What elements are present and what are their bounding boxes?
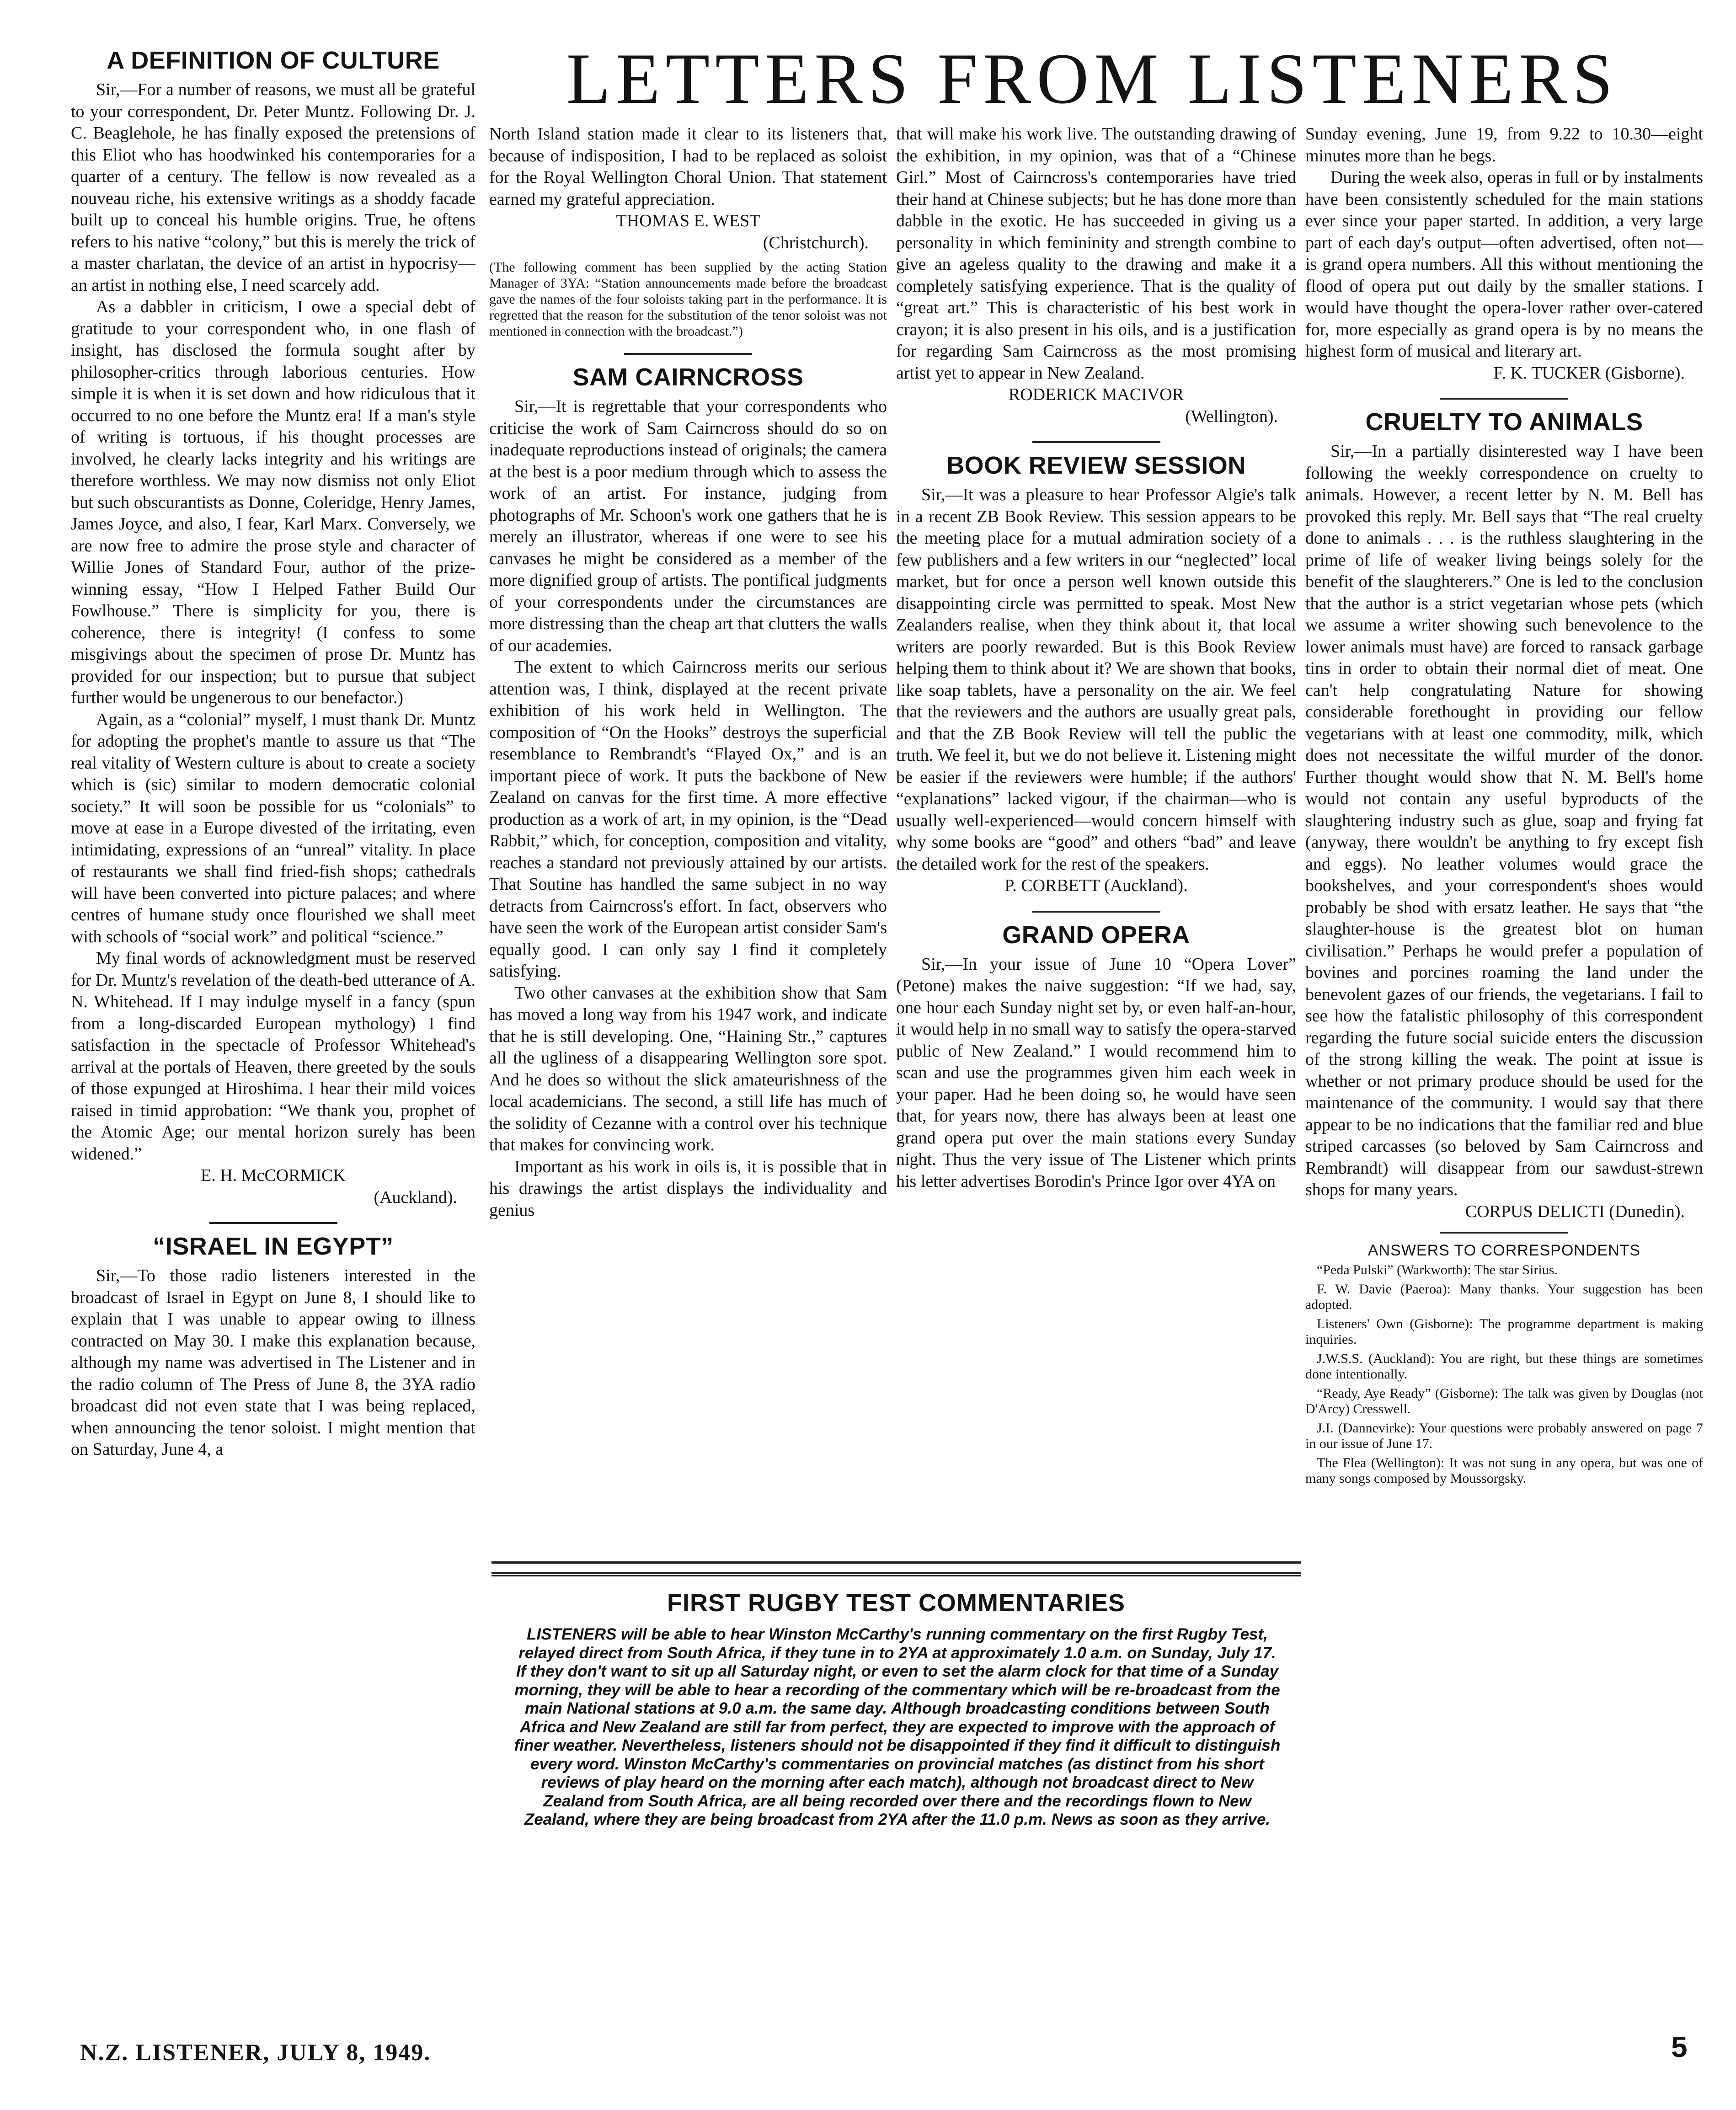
paragraph: Sir,—To those radio listeners interested in the broadcast of Israel in Egypt on June 8, I should like to explain that I was unable to appear owing to illness contracted on May 30. I make this explanation because, although my name was advertised in The Listener and in the radio column of The Press of June 8, the 3YA radio broadcast did not even state that I was being replaced, when announcing the tenor soloist. I might mention that on Saturday, June 4, a — [71, 1266, 475, 1459]
paragraph: Sir,—For a number of reasons, we must all be grateful to your correspondent, Dr. Peter Muntz. Following Dr. J. C. Beaglehole, he has finally exposed the pretensions of this Eliot who has hoodwinked his contemporaries for a quarter of a century. The fellow is now revealed as a nouveau riche, his extensive writings as a shoddy facade built up to conceal his humble origins. True, he oftens refers to his native “colony,” but this is merely the trick of a master charlatan, the device of an artist in hypocrisy—an artist in nothing else, I need scarcely add. — [71, 80, 475, 295]
paragraph: The extent to which Cairncross merits our serious attention was, I think, displayed at the recent private exhibition of his work held in Wellington. The composition of “On the Hooks” destroys the superficial resemblance to Rembrandt's “Flayed Ox,” and is an important piece of work. It puts the backbone of New Zealand on canvas for the first time. A more effective production as a work of art, in my opinion, is the “Dead Rabbit,” which, for conception, composition and vitality, reaches a standard not previously attained by our artists. That Soutine has handled the same subject in no way detracts from Cairncross's effort. In fact, observers who have seen the work of the European artist consider Sam's equally good. I can only say I find it completely satisfying. — [489, 657, 887, 981]
column-4 — [1305, 123, 1703, 2025]
paragraph: that will make his work live. The outstanding drawing of the exhibition, in my opinion, was that of a “Chinese Girl.” Most of Cairncross's contemporaries have tried their hand at Chinese subjects; but he has done more than dabble in the exotic. He has succeeded in giving us a personality in which femininity and strength combine to give an ageless quality to the drawing and make it a completely satisfying experience. That is the quality of “great art.” This is characteristic of his best work in crayon; it is also present in his oils, and is a justification for regarding Sam Cairncross as the most promising artist yet to appear in New Zealand. — [896, 124, 1296, 383]
paragraph: Sir,—In your issue of June 10 “Opera Lover” (Petone) makes the naive suggestion: “If we had, say, one hour each Sunday night set by, or even half-an-hour, it would help in no small way to satisfy the opera-starved public of New Zealand.” I would recommend him to scan and use the programmes given him each week in your paper. Had he been doing so, he would have seen that, for years now, there has always been at least one grand opera put over the main stations every Sunday night. Thus the very issue of The Listener which prints his letter advertises Borodin's Prince Igor over 4YA on — [896, 954, 1296, 1191]
signature: RODERICK MACIVOR — [1008, 385, 1184, 404]
answer-item: F. W. Davie (Paeroa): Many thanks. Your suggestion has been adopted. — [1305, 1282, 1703, 1312]
heading-book-review-session: BOOK REVIEW SESSION — [946, 452, 1246, 479]
column-3 — [896, 123, 1296, 1554]
heading-israel-in-egypt: “ISRAEL IN EGYPT” — [153, 1233, 394, 1260]
column-1 — [71, 43, 475, 2023]
signature: CORPUS DELICTI (Dunedin). — [1465, 1202, 1685, 1221]
paragraph: During the week also, operas in full or by instalments have been consistently scheduled for the main stations ever since your paper started. In addition, a very large part of each day's output—often advertised, often not—is grand opera numbers. All this without mentioning the flood of opera put out daily by the smaller stations. I would have thought the opera-lover rather over-catered for, more especially as grand opera is by no means the highest form of musical and literary art. — [1305, 168, 1703, 361]
signature: F. K. TUCKER (Gisborne). — [1493, 363, 1685, 383]
divider — [1032, 911, 1160, 913]
heading-cruelty-to-animals: CRUELTY TO ANIMALS — [1365, 408, 1643, 436]
answer-item: J.W.S.S. (Auckland): You are right, but these things are sometimes done intentionally. — [1305, 1351, 1703, 1382]
paragraph: My final words of acknowledgment must be reserved for Dr. Muntz's revelation of the death-bed utterance of A. N. Whitehead. If I may indulge myself in a fancy (spun from a long-discarded European mythology) I find satisfaction in the spectacle of Professor Whitehead's arrival at the portals of Heaven, there greeted by the souls of those expunged at Hiroshima. I hear their mild voices raised in timid approbation: “We thank you, prophet of the Atomic Age; our mental horizon surely has been widened.” — [71, 949, 475, 1164]
signature: E. H. McCORMICK — [201, 1166, 346, 1185]
paragraph: Sir,—It was a pleasure to hear Professor Algie's talk in a recent ZB Book Review. This session appears to be the meeting place for a mutual admiration society of a few publishers and a few writers in our “neglected” local market, but for once a person well known outside this disappointing circle was permitted to speak. Most New Zealanders realise, when they think about it, that local writers are poorly rewarded. But is this Book Review helping them to think about it? We are shown that books, like soap tablets, have a personality on the air. We feel that the reviewers and the authors are usually great pals, and that the ZB Book Review will tell the public the truth. We feel it, but we do not believe it. Listening might be easier if the reviewers were humble; if the authors' “explanations” lacked vigour, if the chairman—who is usually well-experienced—would concern himself with why some books are “good” and others “bad” and leave the detailed work for the rest of the speakers. — [896, 485, 1296, 874]
paragraph: Sir,—In a partially disinterested way I have been following the weekly correspondence on cruelty to animals. However, a recent letter by N. M. Bell has provoked this reply. Mr. Bell says that “The real cruelty done to animals . . . is the ruthless slaughtering in the prime of life of weaker living beings solely for the benefit of the slaughterers.” One is led to the conclusion that the author is a strict vegetarian whose pets (which we assume a writer showing such benevolence to the lower animals must have) are forced to ransack garbage tins in order to obtain their normal diet of meat. One can't help congratulating Nature for showing considerable forethought in providing our fellow vegetarians with at least one commodity, milk, which does not necessitate the wilful murder of the donor. Further thought would show that N. M. Bell's home would not contain any useful byproducts of the slaughtering industry such as glue, soap and frying fat (anyway, there wouldn't be anything to fry except fish and eggs). No leather volumes would grace the bookshelves, and your correspondent's shoes would probably be shod with ersatz leather. He says that “the slaughter-house is the greatest blot on human civilisation.” Perhaps he would prefer a population of bovines and porcines roaming the land under the benevolent gazes of our friends, the vegetarians. I fail to see how the fatalistic philosophy of this correspondent regarding the future social suicide enters the discussion of the strong killing the weak. The point at issue is whether or not primary produce should be used for the maintenance of the community. I would say that there appear to be no indications that the familiar red and blue striped carcasses (so beloved by Sam Cairncross and Rembrandt) will disappear from our sawdust-strewn shops for many years. — [1305, 442, 1703, 1199]
rugby-announcement-body: LISTENERS will be able to hear Winston McCarthy's running commentary on the first Rugby Test, relayed direct from South Africa, if they tune in to 2YA at approximately 1.0 a.m. on Sunday, July 17. If they don't want to sit up all Saturday night, or even to set the alarm clock for that time of a Sunday morning, they will be able to hear a recording of the commentary which will be re-broadcast from the main National stations at 9.0 a.m. the same day. Although broadcasting conditions between South Africa and New Zealand are still far from perfect, they are expected to improve with the approach of finer weather. Nevertheless, listeners should not be disappointed if they find it difficult to distinguish every word. Winston McCarthy's commentaries on provincial matches (as distinct from his short reviews of play heard on the morning after each match), although not broadcast direct to New Zealand from South Africa, are all being recorded over there and the recordings flown to New Zealand, where they are being broadcast from 2YA after the 11.0 p.m. News as soon as they arrive. — [514, 1625, 1281, 1828]
paragraph: As a dabbler in criticism, I owe a special debt of gratitude to your correspondent who, in one flash of insight, has disclosed the formula sought after by philosopher-critics through laborious centuries. How simple it is when it is set down and how ridiculous that it occurred to no one before the Muntz era! If a man's style of writing is tortuous, if his thought processes are involved, he clearly lacks integrity and his writings are therefore worthless. We may now dismiss not only Eliot but such obscurantists as Donne, Coleridge, Henry James, James Joyce, and also, I fear, Karl Marx. Conversely, we are now free to admire the prose style and character of Willie Jones of Standard Four, author of the prize-winning essay, “How I Helped Father Build Our Fowlhouse.” There is simplicity for you, there is coherence, there is integrity! (I confess to some misgivings about the specimen of prose Dr. Muntz has provided for our inspection; but to pursue that subject further would be ungenerous to our benefactor.) — [71, 297, 475, 707]
signature-place: (Auckland). — [374, 1187, 457, 1207]
answer-item: “Peda Pulski” (Warkworth): The star Sirius. — [1317, 1262, 1558, 1277]
divider — [1032, 441, 1160, 443]
paragraph: Two other canvases at the exhibition show that Sam has moved a long way from his 1947 work, and indicate that he is still developing. One, “Haining Str.,” captures all the ugliness of a disappearing Wellington sore spot. And he does so without the slick amateurishness of the local academicians. The second, a still life has much of the solidity of Cezanne with a control over his technique that makes for convincing work. — [489, 983, 887, 1154]
paragraph: Important as his work in oils is, it is possible that in his drawings the artist displays the individuality and genius — [489, 1157, 887, 1220]
signature-place: (Christchurch). — [763, 233, 869, 252]
divider — [624, 353, 752, 355]
answer-item: Listeners' Own (Gisborne): The programme department is making inquiries. — [1305, 1316, 1703, 1347]
box-top-rule — [491, 1561, 1301, 1574]
signature-place: (Wellington). — [1185, 406, 1278, 426]
signature: P. CORBETT (Auckland). — [1004, 876, 1188, 895]
signature: THOMAS E. WEST — [616, 211, 760, 230]
paragraph: North Island station made it clear to its listeners that, because of indisposition, I had to be replaced as soloist for the Royal Wellington Choral Union. That statement earned my grateful appreciation. — [489, 124, 887, 209]
paragraph: Sunday evening, June 19, from 9.22 to 10.30—eight minutes more than he begs. — [1305, 124, 1703, 166]
issue-date: N.Z. LISTENER, JULY 8, 1949. — [80, 2040, 431, 2066]
page-number: 5 — [1671, 2030, 1688, 2063]
rugby-announcement-title: FIRST RUGBY TEST COMMENTARIES — [667, 1589, 1126, 1617]
answers-heading: ANSWERS TO CORRESPONDENTS — [1367, 1242, 1641, 1259]
answer-item: The Flea (Wellington): It was not sung in any opera, but was one of many songs composed by Moussorgsky. — [1305, 1455, 1703, 1486]
box-top-rule-thin — [491, 1575, 1301, 1576]
heading-definition-of-culture: A DEFINITION OF CULTURE — [107, 47, 440, 74]
heading-sam-cairncross: SAM CAIRNCROSS — [572, 363, 804, 391]
paragraph: Sir,—It is regrettable that your correspondents who criticise the work of Sam Cairncross should do so on inadequate reproductions instead of originals; the camera at the best is a poor medium through which to assess the work of an artist. For instance, judging from photographs of Mr. Schoon's work one gathers that he is merely an illustrator, whereas if one were to see his canvases he might be considered as a member of the more dignified group of artists. The pontifical judgments of your correspondents under the circumstances are more distressing than the cheap art that clutters the walls of our academies. — [489, 397, 887, 655]
masthead-title: LETTERS FROM LISTENERS — [566, 39, 1618, 119]
heading-grand-opera: GRAND OPERA — [1002, 921, 1190, 949]
answer-item: J.I. (Dannevirke): Your questions were probably answered on page 7 in our issue of June 17. — [1305, 1421, 1703, 1451]
divider — [209, 1222, 337, 1224]
editor-note: (The following comment has been supplied by the acting Station Manager of 3YA: “Station announcements made before the broadcast gave the names of the four soloists taking part in the performance. It is regretted that the reason for the substitution of the tenor soloist was not mentioned in connection with the broadcast.”) — [489, 260, 887, 339]
divider — [1440, 398, 1568, 400]
column-2 — [489, 123, 887, 1554]
answer-item: “Ready, Aye Ready” (Gisborne): The talk was given by Douglas (not D'Arcy) Cresswell. — [1305, 1386, 1703, 1416]
divider — [1440, 1232, 1568, 1234]
paragraph: Again, as a “colonial” myself, I must thank Dr. Muntz for adopting the prophet's mantle to assure us that “The real vitality of Western culture is about to create a society which is (sic) similar to modern democratic colonial society.” It will soon be possible for us “colonials” to move at ease in a Europe divested of the irritating, even intimidating, expressions of an “unreal” vitality. In place of restaurants we shall find fried-fish shops; cathedrals will have been converted into picture palaces; and where centres of humane study once flourished we shall meet with schools of “social work” and political “science.” — [71, 710, 475, 946]
